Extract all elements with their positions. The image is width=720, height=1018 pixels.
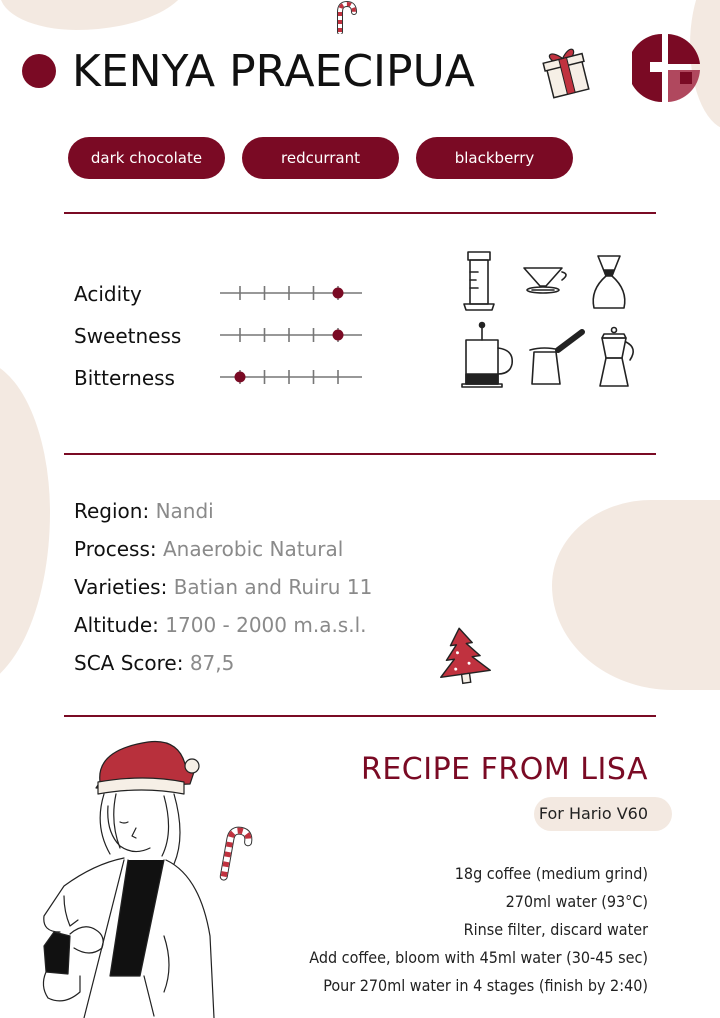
section-divider: [64, 715, 656, 717]
scale-marker: [333, 330, 344, 341]
french-press-icon: [462, 323, 512, 388]
detail-altitude: Altitude: 1700 - 2000 m.a.s.l.: [74, 613, 367, 637]
title-bullet: [22, 54, 56, 88]
brew-methods: [458, 246, 642, 394]
detail-process: Process: Anaerobic Natural: [74, 537, 344, 561]
recipe-step: 270ml water (93°C): [505, 892, 648, 911]
brand-logo: [632, 32, 702, 104]
background-blob: [552, 500, 720, 690]
recipe-step: 18g coffee (medium grind): [454, 864, 648, 883]
recipe-step: Rinse filter, discard water: [463, 920, 648, 939]
flavor-tags: [68, 137, 573, 179]
christmas-tree-icon: [434, 626, 492, 686]
taste-label-acidity: Acidity: [74, 282, 142, 306]
recipe-subtitle: For Hario V60: [538, 804, 648, 823]
background-blob: [0, 360, 50, 690]
taste-label-bitterness: Bitterness: [74, 366, 175, 390]
v60-dripper-icon: [524, 268, 566, 293]
section-divider: [64, 453, 656, 455]
flavor-tag: blackberry: [416, 137, 573, 179]
detail-varieties: Varieties: Batian and Ruiru 11: [74, 575, 373, 599]
background-blob: [0, 0, 190, 30]
scale-marker: [235, 372, 246, 383]
bitterness-scale: [218, 367, 364, 387]
taste-label-sweetness: Sweetness: [74, 324, 182, 348]
page-title: KENYA PRAECIPUA: [72, 46, 475, 97]
detail-sca-score: SCA Score: 87,5: [74, 651, 235, 675]
flavor-tag: redcurrant: [242, 137, 399, 179]
recipe-step: Pour 270ml water in 4 stages (finish by 2:40): [323, 976, 648, 995]
recipe-step: Add coffee, bloom with 45ml water (30-45 sec): [309, 948, 648, 967]
flavor-tag: dark chocolate: [68, 137, 225, 179]
barista-illustration: [24, 736, 220, 1018]
candy-cane-icon: [214, 824, 254, 882]
sweetness-scale: [218, 325, 364, 345]
detail-region: Region: Nandi: [74, 499, 214, 523]
moka-pot-icon: [600, 328, 633, 387]
aeropress-icon: [464, 252, 494, 310]
recipe-title: RECIPE FROM LISA: [361, 752, 648, 787]
chemex-icon: [593, 256, 625, 308]
acidity-scale: [218, 283, 364, 303]
gift-icon: [542, 42, 590, 100]
cezve-icon: [530, 332, 582, 384]
candy-cane-icon: [330, 0, 360, 34]
recipe-steps: [280, 860, 648, 1000]
scale-marker: [333, 288, 344, 299]
section-divider: [64, 212, 656, 214]
